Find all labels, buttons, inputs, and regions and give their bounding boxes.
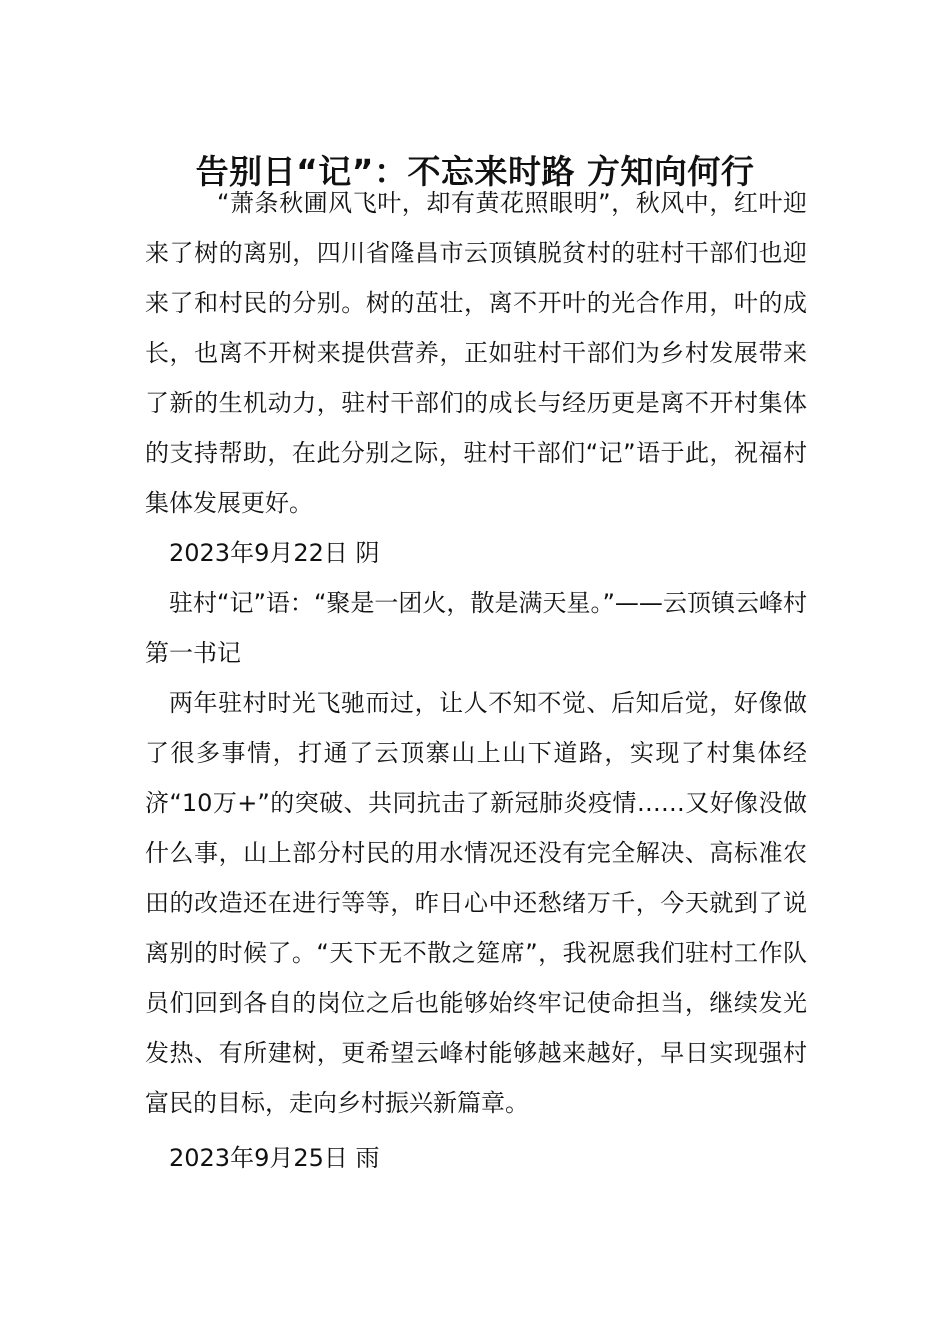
intro-paragraph: “萧条秋圃风飞叶，却有黄花照眼明”，秋风中，红叶迎来了树的离别，四川省隆昌市云顶镇脱贫村的驻村干部们也迎来了和村民的分别。树的茁壮，离不开叶的光合作用，叶的成长，也离不开树来提供营养，正如驻村干部们为乡村发展带来了新的生机动力，驻村干部们的成长与经历更是离不开村集体的支持帮助，在此分别之际，驻村干部们“记”语于此，祝福村集体发展更好。: [145, 189, 807, 517]
date-line: 2023年9月25日 雨: [169, 1144, 380, 1172]
document-body: [145, 178, 807, 1183]
document-title: 告别日“记”：不忘来时路 方知向何行: [195, 152, 755, 192]
quote-paragraph: 驻村“记”语：“聚是一团火，散是满天星。”——云顶镇云峰村第一书记: [145, 589, 807, 667]
body-paragraph: 两年驻村时光飞驰而过，让人不知不觉、后知后觉，好像做了很多事情，打通了云顶寨山上山下道路，实现了村集体经济“10万+”的突破、共同抗击了新冠肺炎疫情……又好像没做什么事，山上部分村民的用水情况还没有完全解决、高标准农田的改造还在进行等等，昨日心中还愁绪万千，今天就到了说离别的时候了。“天下无不散之筵席”，我祝愿我们驻村工作队员们回到各自的岗位之后也能够始终牢记使命担当，继续发光发热、有所建树，更希望云峰村能够越来越好，早日实现强村富民的目标，走向乡村振兴新篇章。: [145, 689, 807, 1117]
date-line: 2023年9月22日 阴: [169, 539, 380, 567]
